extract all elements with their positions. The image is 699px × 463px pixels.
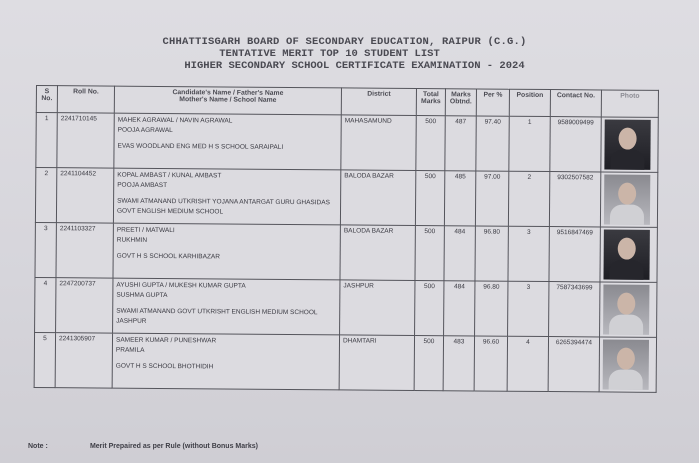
total-marks-cell: 500 xyxy=(415,280,444,335)
footer-note xyxy=(28,443,258,450)
district-cell: BALODA BAZAR xyxy=(340,170,415,226)
district-cell: MAHASAMUND xyxy=(341,115,416,171)
marks-obtained-cell: 484 xyxy=(444,226,475,281)
col-sno: S No. xyxy=(36,86,57,113)
table-row xyxy=(35,277,657,337)
marks-obtained-cell: 487 xyxy=(445,116,476,171)
student-photo xyxy=(603,229,649,279)
position-cell: 2 xyxy=(508,171,549,226)
col-obtained: Marks Obtnd. xyxy=(445,89,476,116)
percent-cell: 96.80 xyxy=(475,281,508,336)
candidate-father-name: PREETI / MATWALI xyxy=(116,226,175,235)
col-photo: Photo xyxy=(601,90,658,117)
district-cell: JASHPUR xyxy=(340,280,415,336)
total-marks-cell: 500 xyxy=(415,170,444,225)
student-photo xyxy=(604,174,650,224)
percent-cell: 97.00 xyxy=(475,171,508,226)
school-name: EVAS WOODLAND ENG MED H S SCHOOL SARAIPALI xyxy=(117,142,284,151)
table-row xyxy=(36,113,658,173)
contact-cell: 9516847469 xyxy=(549,227,600,282)
photo-face xyxy=(617,293,635,315)
student-photo xyxy=(603,339,649,389)
district-cell: DHAMTARI xyxy=(339,335,414,391)
col-candidate: Candidate's Name / Father's Name Mother's Name / School Name xyxy=(114,86,341,115)
district-cell: BALODA BAZAR xyxy=(340,225,415,281)
position-cell: 3 xyxy=(508,226,549,281)
mother-name: PRAMILA xyxy=(115,346,145,354)
school-name: GOVT H S SCHOOL BHOTHIDIH xyxy=(115,362,214,371)
school-name: SWAMI ATMANAND UTKRISHT YOJANA ANTARGAT GURU GHASIDAS GOVT ENGLISH MEDIUM SCHOOL xyxy=(116,197,330,216)
candidate-father-name: MAHEK AGRAWAL / NAVIN AGRAWAL xyxy=(117,116,233,125)
marks-obtained-cell: 484 xyxy=(444,281,475,336)
photo-body xyxy=(610,205,644,225)
photo-face xyxy=(618,183,636,205)
merit-table xyxy=(34,85,659,393)
total-marks-cell: 500 xyxy=(416,115,445,170)
col-district: District xyxy=(341,88,416,116)
photo-face xyxy=(617,348,635,370)
col-percent: Per % xyxy=(476,89,509,116)
contact-cell: 9589009499 xyxy=(550,117,601,172)
mother-name: POOJA AMBAST xyxy=(117,181,168,190)
contact-cell: 9302507582 xyxy=(549,172,600,227)
photo-body xyxy=(610,150,644,170)
candidate-cell xyxy=(113,168,340,225)
total-marks-cell: 500 xyxy=(414,335,443,390)
note-text: Merit Prepaired as per Rule (without Bonus Marks) xyxy=(89,443,258,450)
photo-cell xyxy=(600,172,657,227)
roll-cell: 2241305907 xyxy=(55,333,112,388)
sno-cell: 4 xyxy=(35,277,56,332)
candidate-cell xyxy=(112,333,339,390)
candidate-cell xyxy=(114,113,341,170)
mother-name: RUKHMIN xyxy=(116,236,148,244)
school-name: GOVT H S SCHOOL KARHIBAZAR xyxy=(116,252,220,261)
sno-cell: 2 xyxy=(35,168,56,223)
roll-cell: 2241710145 xyxy=(57,113,114,168)
col-contact: Contact No. xyxy=(550,90,601,117)
roll-cell: 2247200737 xyxy=(56,278,113,333)
col-roll: Roll No. xyxy=(57,86,114,113)
document-header xyxy=(0,36,699,72)
school-name: SWAMI ATMANAND GOVT UTKRISHT ENGLISH MEDIUM SCHOOL JASHPUR xyxy=(116,307,318,325)
photo-body xyxy=(609,315,643,335)
percent-cell: 96.80 xyxy=(475,226,508,281)
candidate-father-name: AYUSHI GUPTA / MUKESH KUMAR GUPTA xyxy=(116,281,246,290)
col-position: Position xyxy=(509,89,550,116)
list-title: TENTATIVE MERIT TOP 10 STUDENT LIST xyxy=(219,48,440,60)
contact-cell: 7587343699 xyxy=(549,282,600,337)
table-row xyxy=(34,332,656,392)
candidate-cell xyxy=(113,223,340,280)
col-total: Total Marks xyxy=(416,88,445,115)
mother-name: POOJA AGRAWAL xyxy=(117,126,173,135)
percent-cell: 97.40 xyxy=(476,116,509,171)
position-cell: 1 xyxy=(509,116,550,171)
roll-cell: 2241104452 xyxy=(56,168,113,223)
photo-face xyxy=(619,128,637,150)
position-cell: 3 xyxy=(508,281,549,336)
contact-cell: 6265394474 xyxy=(548,337,599,392)
table-row xyxy=(35,168,657,228)
marks-obtained-cell: 483 xyxy=(443,336,474,391)
exam-title: HIGHER SECONDARY SCHOOL CERTIFICATE EXAMINATION - 2024 xyxy=(184,60,525,72)
marks-obtained-cell: 485 xyxy=(444,171,475,226)
sno-cell: 5 xyxy=(34,332,55,387)
note-label: Note : xyxy=(28,443,48,450)
photo-cell xyxy=(600,227,657,282)
candidate-cell xyxy=(113,278,340,335)
position-cell: 4 xyxy=(507,336,548,391)
photo-cell xyxy=(600,282,657,337)
photo-body xyxy=(609,370,643,390)
table-row xyxy=(35,222,657,282)
photo-face xyxy=(618,238,636,260)
roll-cell: 2241103327 xyxy=(56,223,113,278)
mother-name: SUSHMA GUPTA xyxy=(116,291,168,300)
total-marks-cell: 500 xyxy=(415,225,444,280)
percent-cell: 96.60 xyxy=(474,336,507,391)
candidate-father-name: KOPAL AMBAST / KUNAL AMBAST xyxy=(117,171,222,180)
sno-cell: 1 xyxy=(36,113,57,168)
student-photo xyxy=(604,119,650,169)
photo-cell xyxy=(599,337,656,392)
photo-cell xyxy=(601,117,658,172)
board-title: CHHATTISGARH BOARD OF SECONDARY EDUCATION, RAIPUR (C.G.) xyxy=(162,36,527,48)
student-photo xyxy=(603,284,649,334)
photo-body xyxy=(609,260,643,280)
candidate-father-name: SAMEER KUMAR / PUNESHWAR xyxy=(115,336,217,345)
sno-cell: 3 xyxy=(35,222,56,277)
